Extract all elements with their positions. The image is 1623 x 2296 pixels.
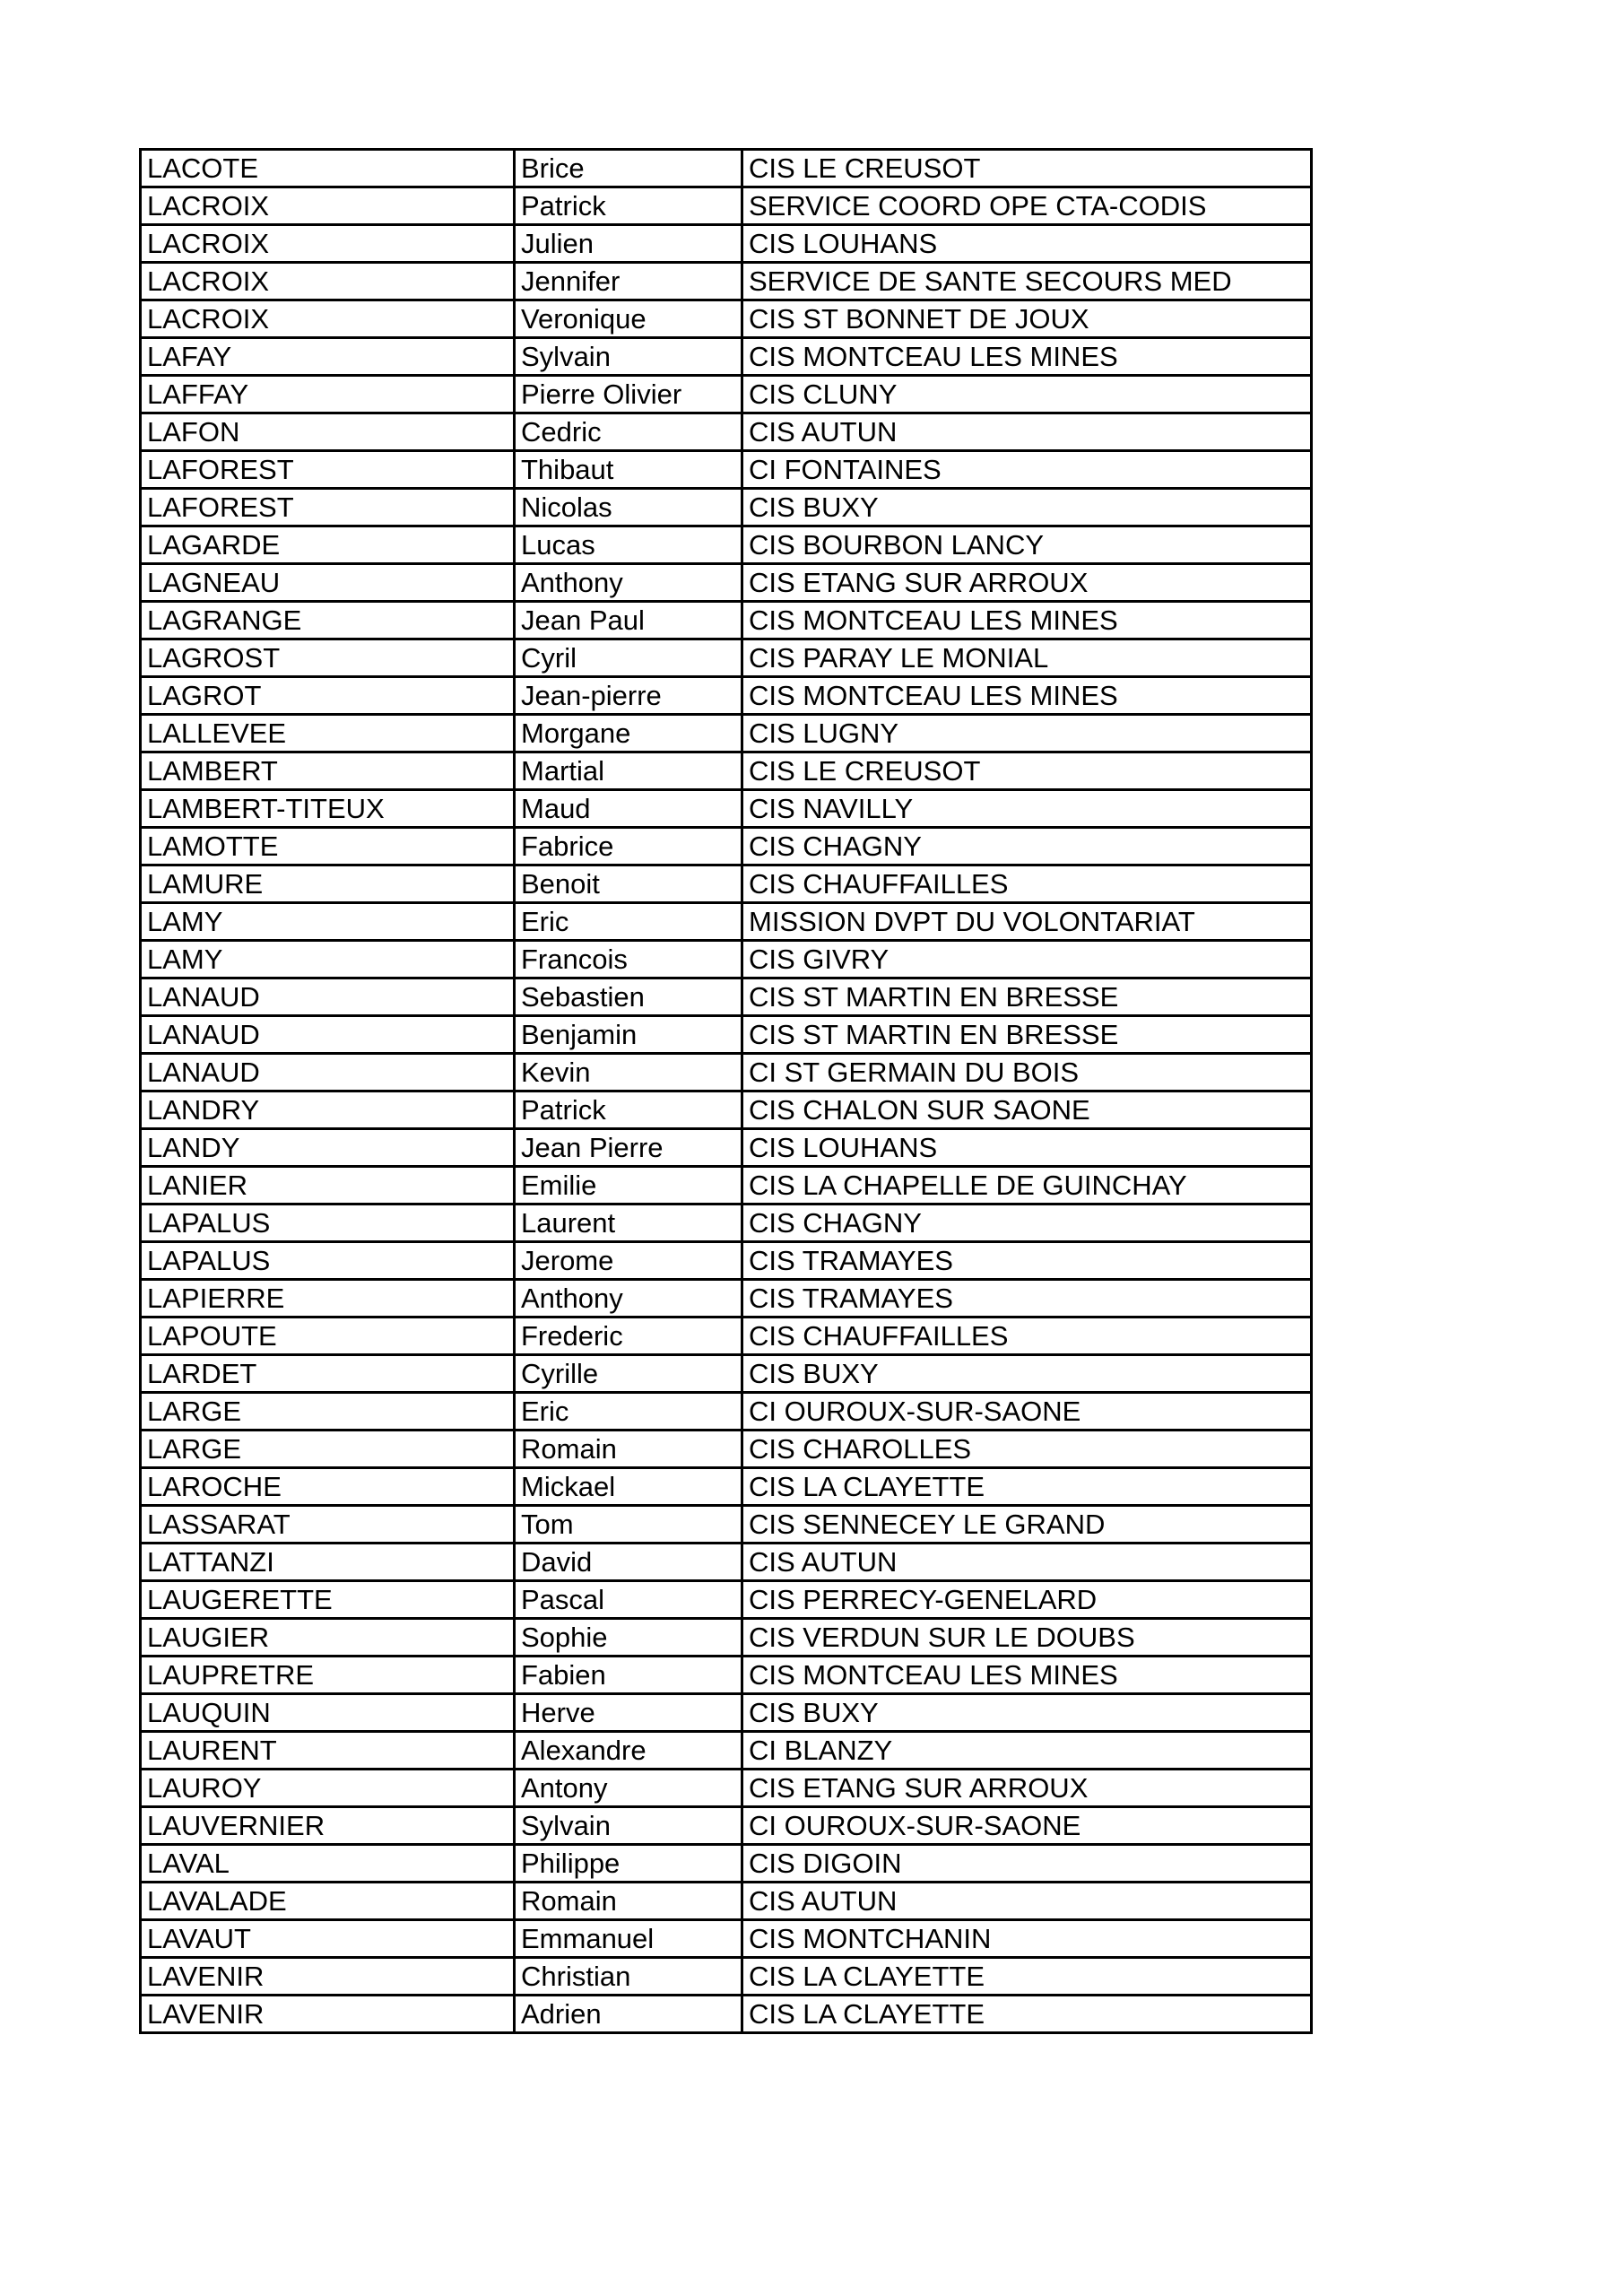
table-row bbox=[141, 1544, 1312, 1581]
unit-cell: SERVICE COORD OPE CTA-CODIS bbox=[742, 187, 1312, 225]
last-name-cell: LAVENIR bbox=[141, 1958, 515, 1996]
unit-cell: CIS BUXY bbox=[742, 1355, 1312, 1393]
table-row bbox=[141, 1468, 1312, 1506]
table-row bbox=[141, 1393, 1312, 1431]
unit-cell: CIS LOUHANS bbox=[742, 1129, 1312, 1167]
first-name-cell: Sophie bbox=[515, 1619, 742, 1657]
first-name-cell: Adrien bbox=[515, 1996, 742, 2033]
last-name-cell: LANDRY bbox=[141, 1091, 515, 1129]
first-name-cell: Philippe bbox=[515, 1845, 742, 1883]
first-name-cell: Christian bbox=[515, 1958, 742, 1996]
personnel-table bbox=[139, 148, 1313, 2034]
last-name-cell: LAFOREST bbox=[141, 451, 515, 489]
table-row bbox=[141, 941, 1312, 978]
first-name-cell: Herve bbox=[515, 1694, 742, 1732]
unit-cell: CI OUROUX-SUR-SAONE bbox=[742, 1807, 1312, 1845]
table-row bbox=[141, 865, 1312, 903]
first-name-cell: Cyrille bbox=[515, 1355, 742, 1393]
unit-cell: CIS ST BONNET DE JOUX bbox=[742, 300, 1312, 338]
last-name-cell: LAVAL bbox=[141, 1845, 515, 1883]
first-name-cell: Maud bbox=[515, 790, 742, 828]
unit-cell: CIS BUXY bbox=[742, 1694, 1312, 1732]
table-row bbox=[141, 526, 1312, 564]
first-name-cell: Benjamin bbox=[515, 1016, 742, 1054]
table-row bbox=[141, 602, 1312, 639]
last-name-cell: LACROIX bbox=[141, 225, 515, 263]
unit-cell: CIS ST MARTIN EN BRESSE bbox=[742, 1016, 1312, 1054]
unit-cell: CIS SENNECEY LE GRAND bbox=[742, 1506, 1312, 1544]
table-row bbox=[141, 1167, 1312, 1205]
first-name-cell: Fabien bbox=[515, 1657, 742, 1694]
first-name-cell: Morgane bbox=[515, 715, 742, 752]
first-name-cell: Eric bbox=[515, 1393, 742, 1431]
table-row bbox=[141, 1129, 1312, 1167]
unit-cell: CIS DIGOIN bbox=[742, 1845, 1312, 1883]
table-row bbox=[141, 677, 1312, 715]
table-row bbox=[141, 1996, 1312, 2033]
table-row bbox=[141, 828, 1312, 865]
unit-cell: CIS CHAUFFAILLES bbox=[742, 865, 1312, 903]
last-name-cell: LAPOUTE bbox=[141, 1318, 515, 1355]
unit-cell: CIS MONTCEAU LES MINES bbox=[742, 338, 1312, 376]
table-row bbox=[141, 1242, 1312, 1280]
table-row bbox=[141, 338, 1312, 376]
unit-cell: MISSION DVPT DU VOLONTARIAT bbox=[742, 903, 1312, 941]
unit-cell: CIS LE CREUSOT bbox=[742, 752, 1312, 790]
unit-cell: CI BLANZY bbox=[742, 1732, 1312, 1770]
last-name-cell: LAUQUIN bbox=[141, 1694, 515, 1732]
first-name-cell: Lucas bbox=[515, 526, 742, 564]
last-name-cell: LAUGIER bbox=[141, 1619, 515, 1657]
first-name-cell: Alexandre bbox=[515, 1732, 742, 1770]
table-row bbox=[141, 489, 1312, 526]
unit-cell: CIS PERRECY-GENELARD bbox=[742, 1581, 1312, 1619]
last-name-cell: LAMBERT bbox=[141, 752, 515, 790]
unit-cell: CIS LOUHANS bbox=[742, 225, 1312, 263]
first-name-cell: Frederic bbox=[515, 1318, 742, 1355]
unit-cell: CIS MONTCHANIN bbox=[742, 1920, 1312, 1958]
table-row bbox=[141, 1845, 1312, 1883]
unit-cell: CIS ST MARTIN EN BRESSE bbox=[742, 978, 1312, 1016]
unit-cell: CIS ETANG SUR ARROUX bbox=[742, 564, 1312, 602]
table-row bbox=[141, 1091, 1312, 1129]
table-row bbox=[141, 150, 1312, 187]
last-name-cell: LAVENIR bbox=[141, 1996, 515, 2033]
last-name-cell: LAUROY bbox=[141, 1770, 515, 1807]
unit-cell: CIS CHAUFFAILLES bbox=[742, 1318, 1312, 1355]
table-row bbox=[141, 978, 1312, 1016]
unit-cell: CI ST GERMAIN DU BOIS bbox=[742, 1054, 1312, 1091]
last-name-cell: LACOTE bbox=[141, 150, 515, 187]
unit-cell: CIS CHAGNY bbox=[742, 1205, 1312, 1242]
first-name-cell: Antony bbox=[515, 1770, 742, 1807]
last-name-cell: LAVALADE bbox=[141, 1883, 515, 1920]
last-name-cell: LAGARDE bbox=[141, 526, 515, 564]
first-name-cell: Tom bbox=[515, 1506, 742, 1544]
last-name-cell: LARGE bbox=[141, 1393, 515, 1431]
last-name-cell: LAUPRETRE bbox=[141, 1657, 515, 1694]
table-row bbox=[141, 903, 1312, 941]
first-name-cell: Nicolas bbox=[515, 489, 742, 526]
table-row bbox=[141, 1431, 1312, 1468]
table-row bbox=[141, 752, 1312, 790]
table-row bbox=[141, 1770, 1312, 1807]
table-row bbox=[141, 1883, 1312, 1920]
last-name-cell: LAPALUS bbox=[141, 1205, 515, 1242]
table-row bbox=[141, 564, 1312, 602]
table-row bbox=[141, 413, 1312, 451]
unit-cell: SERVICE DE SANTE SECOURS MED bbox=[742, 263, 1312, 300]
unit-cell: CIS LA CHAPELLE DE GUINCHAY bbox=[742, 1167, 1312, 1205]
last-name-cell: LAGROT bbox=[141, 677, 515, 715]
table-row bbox=[141, 1205, 1312, 1242]
first-name-cell: Anthony bbox=[515, 564, 742, 602]
table-row bbox=[141, 300, 1312, 338]
last-name-cell: LACROIX bbox=[141, 300, 515, 338]
unit-cell: CIS LUGNY bbox=[742, 715, 1312, 752]
table-row bbox=[141, 376, 1312, 413]
table-row bbox=[141, 790, 1312, 828]
unit-cell: CI OUROUX-SUR-SAONE bbox=[742, 1393, 1312, 1431]
first-name-cell: Jennifer bbox=[515, 263, 742, 300]
first-name-cell: Sebastien bbox=[515, 978, 742, 1016]
last-name-cell: LAMY bbox=[141, 903, 515, 941]
table-row bbox=[141, 1619, 1312, 1657]
first-name-cell: Brice bbox=[515, 150, 742, 187]
last-name-cell: LAPALUS bbox=[141, 1242, 515, 1280]
table-row bbox=[141, 1506, 1312, 1544]
table-row bbox=[141, 1694, 1312, 1732]
last-name-cell: LANDY bbox=[141, 1129, 515, 1167]
unit-cell: CIS MONTCEAU LES MINES bbox=[742, 602, 1312, 639]
unit-cell: CIS LE CREUSOT bbox=[742, 150, 1312, 187]
last-name-cell: LAURENT bbox=[141, 1732, 515, 1770]
first-name-cell: Jean Pierre bbox=[515, 1129, 742, 1167]
first-name-cell: Jerome bbox=[515, 1242, 742, 1280]
table-row bbox=[141, 715, 1312, 752]
unit-cell: CIS BUXY bbox=[742, 489, 1312, 526]
unit-cell: CIS AUTUN bbox=[742, 413, 1312, 451]
last-name-cell: LAGROST bbox=[141, 639, 515, 677]
unit-cell: CIS MONTCEAU LES MINES bbox=[742, 677, 1312, 715]
first-name-cell: Thibaut bbox=[515, 451, 742, 489]
table-row bbox=[141, 1581, 1312, 1619]
last-name-cell: LAFOREST bbox=[141, 489, 515, 526]
unit-cell: CIS LA CLAYETTE bbox=[742, 1996, 1312, 2033]
first-name-cell: Eric bbox=[515, 903, 742, 941]
unit-cell: CIS TRAMAYES bbox=[742, 1242, 1312, 1280]
last-name-cell: LAUVERNIER bbox=[141, 1807, 515, 1845]
unit-cell: CIS PARAY LE MONIAL bbox=[742, 639, 1312, 677]
unit-cell: CIS GIVRY bbox=[742, 941, 1312, 978]
last-name-cell: LALLEVEE bbox=[141, 715, 515, 752]
unit-cell: CIS TRAMAYES bbox=[742, 1280, 1312, 1318]
first-name-cell: Francois bbox=[515, 941, 742, 978]
unit-cell: CIS VERDUN SUR LE DOUBS bbox=[742, 1619, 1312, 1657]
first-name-cell: Benoit bbox=[515, 865, 742, 903]
first-name-cell: Fabrice bbox=[515, 828, 742, 865]
first-name-cell: Anthony bbox=[515, 1280, 742, 1318]
first-name-cell: Pierre Olivier bbox=[515, 376, 742, 413]
last-name-cell: LACROIX bbox=[141, 263, 515, 300]
first-name-cell: Romain bbox=[515, 1883, 742, 1920]
unit-cell: CIS AUTUN bbox=[742, 1544, 1312, 1581]
last-name-cell: LAPIERRE bbox=[141, 1280, 515, 1318]
table-row bbox=[141, 1016, 1312, 1054]
last-name-cell: LANAUD bbox=[141, 1016, 515, 1054]
table-row bbox=[141, 1958, 1312, 1996]
table-row bbox=[141, 451, 1312, 489]
first-name-cell: Sylvain bbox=[515, 1807, 742, 1845]
last-name-cell: LANAUD bbox=[141, 1054, 515, 1091]
first-name-cell: Julien bbox=[515, 225, 742, 263]
first-name-cell: Cyril bbox=[515, 639, 742, 677]
first-name-cell: Cedric bbox=[515, 413, 742, 451]
last-name-cell: LAFAY bbox=[141, 338, 515, 376]
last-name-cell: LAROCHE bbox=[141, 1468, 515, 1506]
table-row bbox=[141, 263, 1312, 300]
first-name-cell: Sylvain bbox=[515, 338, 742, 376]
last-name-cell: LAFFAY bbox=[141, 376, 515, 413]
unit-cell: CIS CHAROLLES bbox=[742, 1431, 1312, 1468]
first-name-cell: Laurent bbox=[515, 1205, 742, 1242]
first-name-cell: Pascal bbox=[515, 1581, 742, 1619]
unit-cell: CIS CLUNY bbox=[742, 376, 1312, 413]
last-name-cell: LACROIX bbox=[141, 187, 515, 225]
first-name-cell: Emilie bbox=[515, 1167, 742, 1205]
unit-cell: CIS CHALON SUR SAONE bbox=[742, 1091, 1312, 1129]
last-name-cell: LAFON bbox=[141, 413, 515, 451]
last-name-cell: LAMOTTE bbox=[141, 828, 515, 865]
table-row bbox=[141, 1657, 1312, 1694]
first-name-cell: Jean Paul bbox=[515, 602, 742, 639]
table-row bbox=[141, 1280, 1312, 1318]
first-name-cell: Kevin bbox=[515, 1054, 742, 1091]
last-name-cell: LAUGERETTE bbox=[141, 1581, 515, 1619]
last-name-cell: LAMY bbox=[141, 941, 515, 978]
last-name-cell: LARGE bbox=[141, 1431, 515, 1468]
unit-cell: CIS AUTUN bbox=[742, 1883, 1312, 1920]
first-name-cell: Patrick bbox=[515, 1091, 742, 1129]
table-row bbox=[141, 1054, 1312, 1091]
unit-cell: CIS NAVILLY bbox=[742, 790, 1312, 828]
first-name-cell: Jean-pierre bbox=[515, 677, 742, 715]
table-row bbox=[141, 1355, 1312, 1393]
unit-cell: CIS ETANG SUR ARROUX bbox=[742, 1770, 1312, 1807]
table-row bbox=[141, 1807, 1312, 1845]
personnel-table-body bbox=[141, 150, 1312, 2033]
last-name-cell: LAVAUT bbox=[141, 1920, 515, 1958]
first-name-cell: Veronique bbox=[515, 300, 742, 338]
unit-cell: CIS LA CLAYETTE bbox=[742, 1958, 1312, 1996]
unit-cell: CIS LA CLAYETTE bbox=[742, 1468, 1312, 1506]
table-row bbox=[141, 1318, 1312, 1355]
unit-cell: CIS BOURBON LANCY bbox=[742, 526, 1312, 564]
first-name-cell: Patrick bbox=[515, 187, 742, 225]
last-name-cell: LATTANZI bbox=[141, 1544, 515, 1581]
table-row bbox=[141, 187, 1312, 225]
last-name-cell: LANIER bbox=[141, 1167, 515, 1205]
last-name-cell: LANAUD bbox=[141, 978, 515, 1016]
table-row bbox=[141, 1732, 1312, 1770]
unit-cell: CIS MONTCEAU LES MINES bbox=[742, 1657, 1312, 1694]
first-name-cell: Martial bbox=[515, 752, 742, 790]
last-name-cell: LARDET bbox=[141, 1355, 515, 1393]
table-row bbox=[141, 1920, 1312, 1958]
last-name-cell: LAMBERT-TITEUX bbox=[141, 790, 515, 828]
table-row bbox=[141, 225, 1312, 263]
unit-cell: CI FONTAINES bbox=[742, 451, 1312, 489]
last-name-cell: LAGNEAU bbox=[141, 564, 515, 602]
first-name-cell: David bbox=[515, 1544, 742, 1581]
last-name-cell: LAMURE bbox=[141, 865, 515, 903]
first-name-cell: Emmanuel bbox=[515, 1920, 742, 1958]
last-name-cell: LASSARAT bbox=[141, 1506, 515, 1544]
first-name-cell: Romain bbox=[515, 1431, 742, 1468]
unit-cell: CIS CHAGNY bbox=[742, 828, 1312, 865]
first-name-cell: Mickael bbox=[515, 1468, 742, 1506]
table-row bbox=[141, 639, 1312, 677]
last-name-cell: LAGRANGE bbox=[141, 602, 515, 639]
